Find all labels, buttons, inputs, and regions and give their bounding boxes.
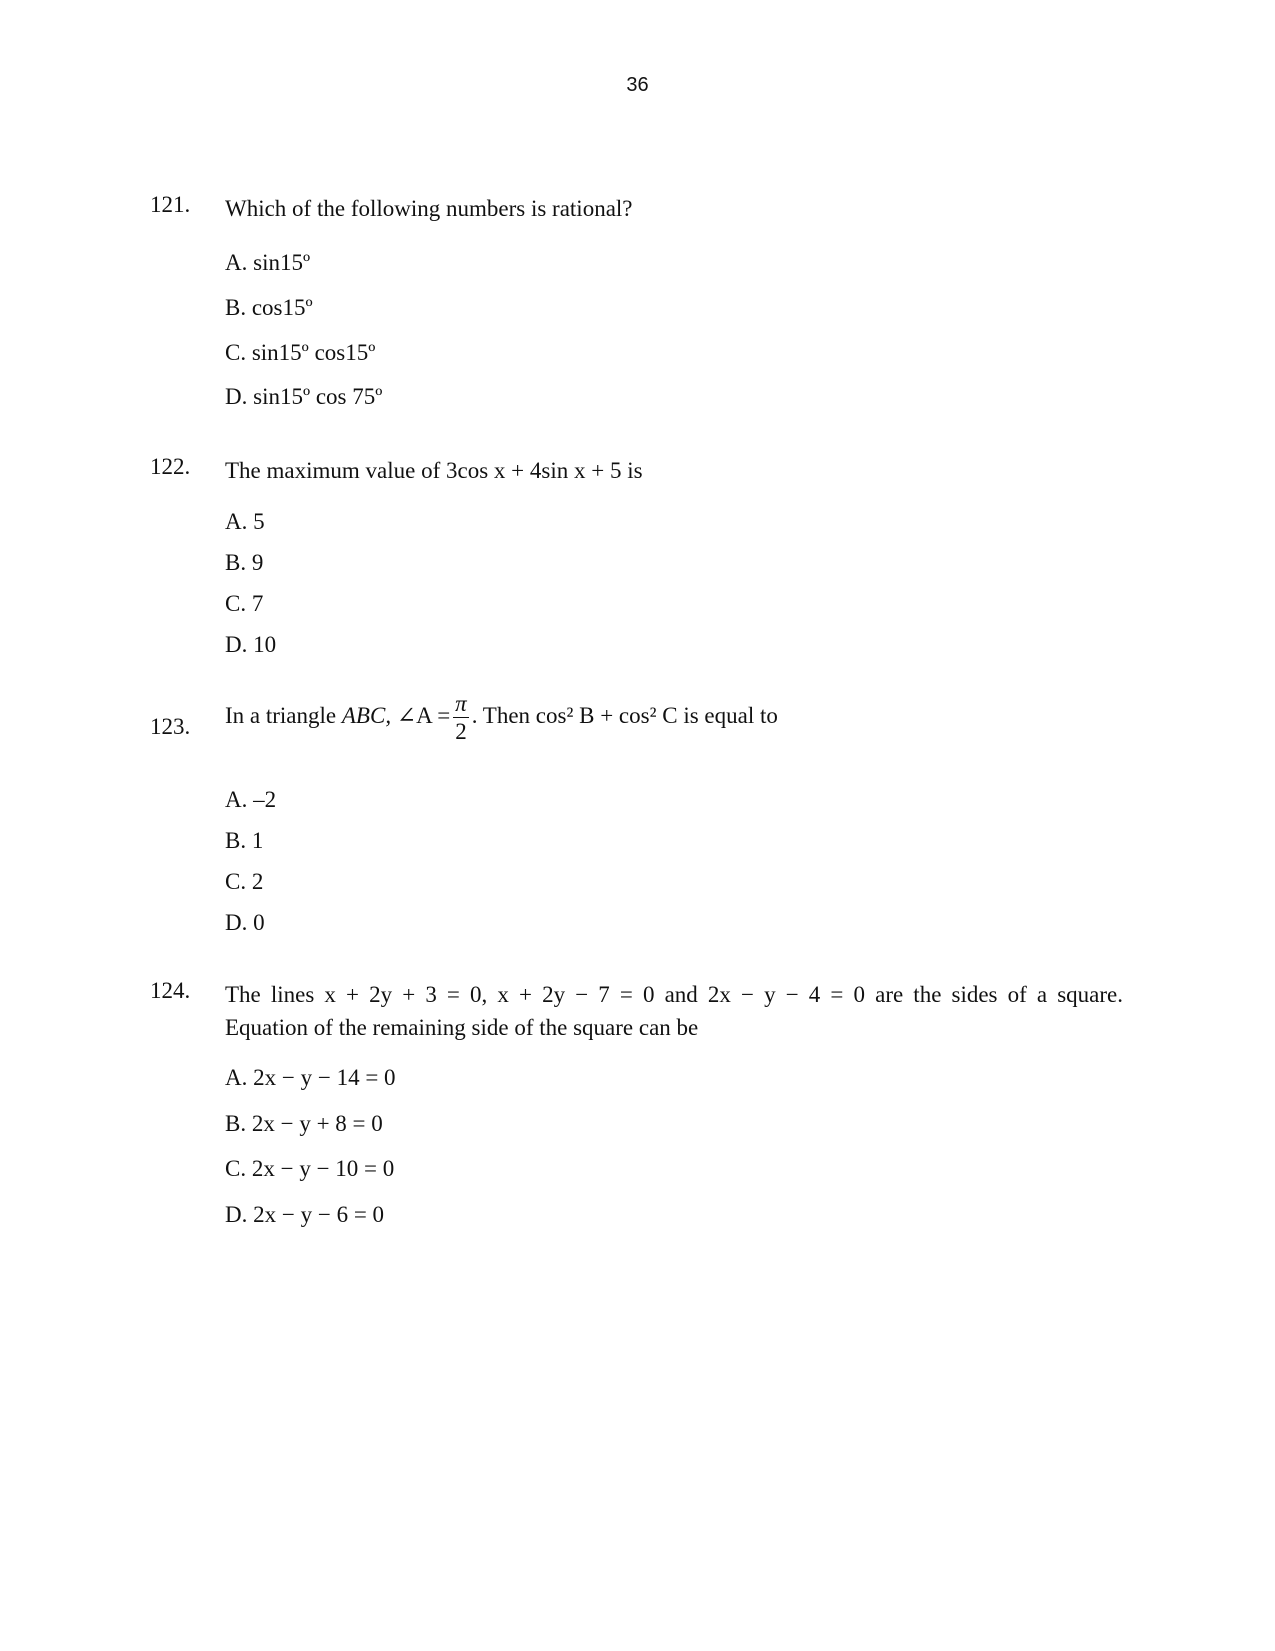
option-a: A. 5	[225, 509, 265, 534]
question-number: 124.	[150, 978, 191, 1003]
option-expression: sin15º	[253, 250, 311, 275]
option-c: C. 2	[225, 869, 264, 894]
option-c: C. sin15º cos15º	[225, 340, 376, 365]
option-c: C. 7	[225, 591, 264, 616]
option-a: A. sin15º	[225, 250, 311, 275]
option-expression: 2x − y − 10 = 0	[251, 1156, 395, 1181]
question-text: Which of the following numbers is rational?	[225, 196, 633, 221]
option-a: A. 2x − y − 14 = 0	[225, 1065, 396, 1090]
option-b: B. cos15º	[225, 295, 313, 320]
option-b: B. 2x − y + 8 = 0	[225, 1111, 383, 1136]
option-expression: 2x − y − 6 = 0	[253, 1202, 385, 1227]
option-d: D. sin15º cos 75º	[225, 384, 383, 409]
option-expression: sin15º cos 75º	[253, 384, 383, 409]
option-d: D. 0	[225, 910, 265, 935]
option-b: B. 9	[225, 550, 264, 575]
question-number: 123.	[150, 714, 191, 739]
option-expression: 2x − y − 14 = 0	[253, 1065, 396, 1090]
option-d: D. 2x − y − 6 = 0	[225, 1202, 385, 1227]
question-number: 121.	[150, 192, 191, 217]
option-a: A. –2	[225, 787, 277, 812]
option-d: D. 10	[225, 632, 277, 657]
option-b: B. 1	[225, 828, 264, 853]
pi-over-two-fraction: $\frac{\pi}{2}$	[455, 691, 467, 744]
question-number: 122.	[150, 454, 191, 479]
page-number: 36	[626, 74, 649, 96]
option-expression: sin15º cos15º	[251, 340, 376, 365]
triangle-name: ABC,	[341, 702, 392, 728]
option-c: C. 2x − y − 10 = 0	[225, 1156, 395, 1181]
question-text-line-2: Equation of the remaining side of the square can be	[225, 1015, 699, 1040]
question-text: In a triangle ABC, ∠A = $\frac{\pi}{2}$ . Then cos² B + cos² C is equal to	[225, 691, 778, 744]
option-expression: 2x − y + 8 = 0	[251, 1111, 383, 1136]
angle-expression: ∠A =	[396, 702, 451, 728]
question-expression: 3cos x + 4sin x + 5	[446, 458, 622, 483]
option-expression: cos15º	[251, 295, 313, 320]
question-text: The maximum value of 3cos x + 4sin x + 5 is	[225, 458, 643, 483]
question-text-line-1: The lines x + 2y + 3 = 0, x + 2y − 7 = 0 and 2x − y − 4 = 0 are the sides of a square.	[225, 982, 1123, 1007]
question-expression: cos² B + cos² C	[535, 702, 678, 728]
question-text	[225, 978, 1123, 1044]
